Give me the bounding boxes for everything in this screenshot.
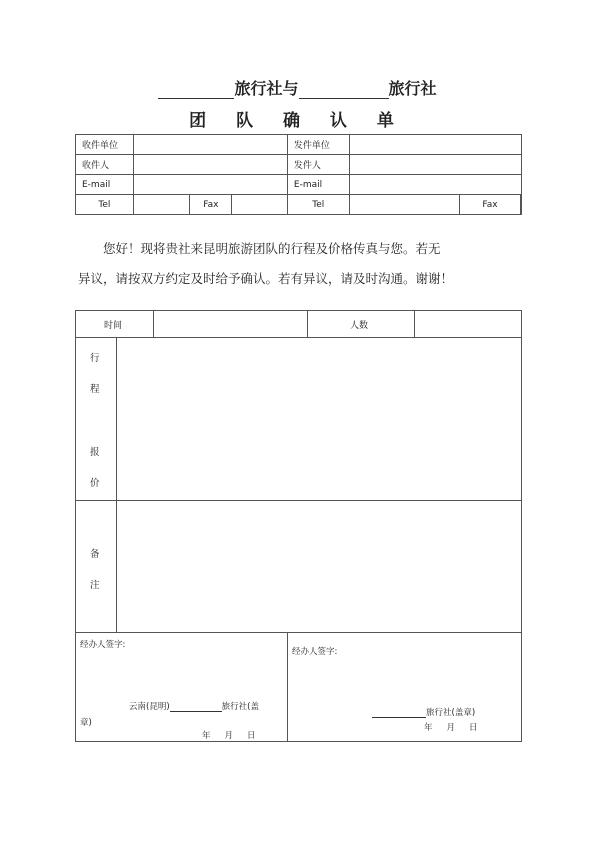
table-row — [76, 155, 522, 175]
remarks-label-char-1: 备 — [90, 549, 100, 560]
recv-person-label: 收件人 — [76, 155, 134, 175]
intro-paragraph — [78, 234, 522, 294]
right-date — [424, 721, 478, 733]
send-person-field[interactable] — [349, 155, 521, 175]
people-field[interactable] — [415, 311, 521, 336]
send-unit-label: 发件单位 — [287, 135, 349, 155]
price-label-char-1: 报 — [90, 447, 100, 458]
right-handler-signature-label: 经办人签字: — [292, 647, 338, 657]
recv-unit-field[interactable] — [133, 135, 287, 155]
send-fax-cell[interactable] — [459, 195, 521, 215]
left-year-label: 年 — [202, 731, 211, 741]
document-title — [0, 76, 595, 99]
agency-blank-1 — [158, 82, 234, 99]
agency-blank-2 — [299, 82, 389, 99]
itinerary-price-field[interactable] — [117, 338, 521, 500]
recv-fax-label: Fax — [190, 195, 232, 215]
recv-tel-label: Tel — [76, 195, 134, 215]
send-person-label: 发件人 — [287, 155, 349, 175]
table-row — [76, 135, 522, 155]
left-stamp-end: 章) — [80, 718, 92, 728]
remarks-label-char-2: 注 — [90, 580, 100, 591]
table-row — [76, 175, 522, 195]
send-tel-label: Tel — [287, 195, 349, 215]
send-email-label: E-mail — [287, 175, 349, 195]
left-date — [202, 729, 256, 741]
send-fax-label: Fax — [460, 195, 521, 214]
recv-unit-label: 收件单位 — [76, 135, 134, 155]
left-month-label: 月 — [224, 731, 234, 741]
right-agency-blank[interactable] — [372, 707, 426, 718]
left-agency-prefix: 云南(昆明) — [129, 702, 170, 712]
divider — [75, 632, 522, 633]
recv-tel-field[interactable] — [133, 195, 190, 215]
people-label: 人数 — [350, 321, 369, 331]
time-field[interactable] — [154, 311, 306, 336]
send-email-field[interactable] — [349, 175, 521, 195]
send-unit-field[interactable] — [349, 135, 521, 155]
recv-person-field[interactable] — [133, 155, 287, 175]
left-agency-suffix: 旅行社(盖 — [221, 702, 259, 712]
title-part-2: 旅行社 — [388, 79, 437, 98]
right-agency-suffix: 旅行社(盖章) — [426, 708, 476, 718]
right-month-label: 月 — [446, 723, 456, 733]
document-subtitle: 团 队 确 认 单 — [189, 111, 406, 131]
itinerary-label-char-1: 行 — [90, 353, 100, 364]
table-row — [76, 195, 522, 215]
left-day-label: 日 — [247, 731, 256, 741]
left-handler-signature-label: 经办人签字: — [80, 640, 126, 650]
divider — [307, 310, 308, 337]
time-label: 时间 — [104, 321, 123, 331]
divider — [287, 632, 288, 742]
recv-fax-field[interactable] — [232, 195, 288, 215]
right-day-label: 日 — [469, 723, 478, 733]
itinerary-label-char-2: 程 — [90, 384, 100, 395]
contact-table — [75, 134, 522, 215]
intro-line-1: 您好！现将贵社来昆明旅游团队的行程及价格传真与您。若无 — [103, 241, 441, 256]
title-part-1: 旅行社与 — [234, 79, 299, 98]
right-agency-line — [372, 706, 475, 718]
recv-email-label: E-mail — [76, 175, 134, 195]
right-year-label: 年 — [424, 723, 433, 733]
intro-line-2: 异议，请按双方约定及时给予确认。若有异议，请及时沟通。谢谢！ — [78, 271, 454, 286]
remarks-field[interactable] — [117, 501, 521, 631]
left-agency-line — [129, 700, 259, 712]
send-tel-field[interactable] — [349, 195, 459, 215]
left-agency-blank[interactable] — [170, 701, 222, 712]
recv-email-field[interactable] — [133, 175, 287, 195]
price-label-char-2: 价 — [90, 478, 100, 489]
